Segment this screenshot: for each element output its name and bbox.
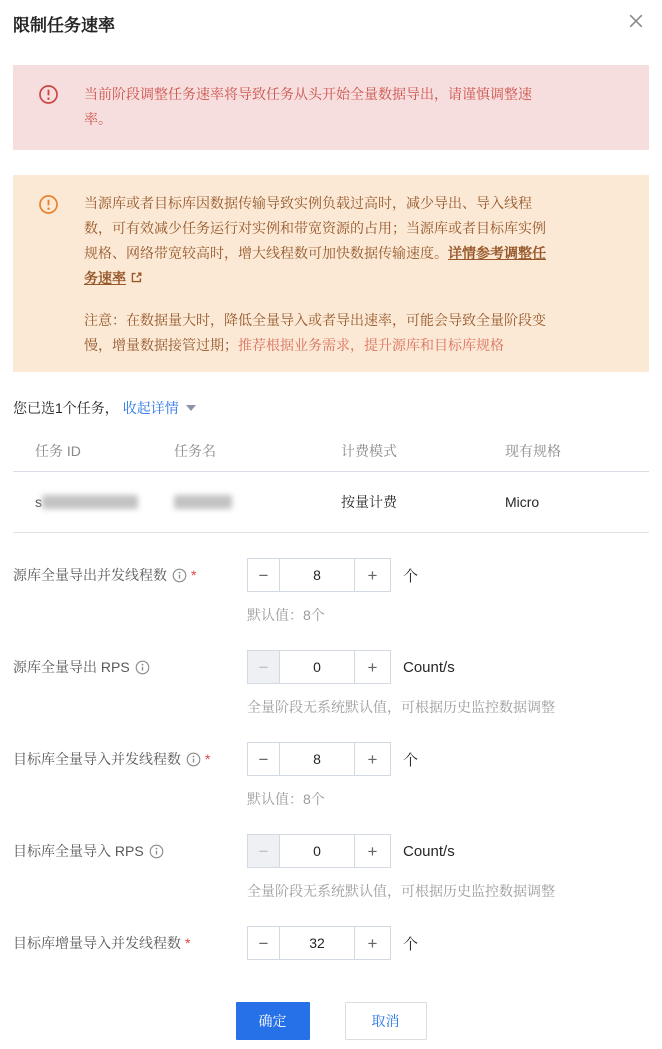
cancel-button[interactable]: 取消 — [345, 1002, 427, 1040]
required-asterisk: * — [185, 935, 191, 951]
close-icon — [627, 12, 645, 33]
task-table — [13, 430, 649, 533]
number-stepper — [247, 558, 418, 592]
collapse-details-link[interactable]: 收起详情 — [122, 400, 179, 416]
col-header-spec: 现有规格 — [505, 442, 561, 459]
stepper-unit: 个 — [403, 567, 419, 585]
task-id-redacted — [42, 495, 138, 509]
col-header-task-id: 任务 ID — [35, 442, 81, 459]
stepper-unit: Count/s — [403, 658, 455, 676]
number-stepper — [247, 834, 455, 868]
form-field-row — [13, 558, 649, 650]
error-alert — [13, 65, 649, 150]
stepper-input[interactable] — [279, 926, 355, 960]
form — [13, 558, 649, 970]
stepper-minus-button[interactable]: − — [247, 558, 280, 592]
form-field-row — [13, 834, 649, 926]
warning-icon — [38, 194, 59, 372]
field-label-wrap — [13, 926, 190, 960]
info-icon[interactable] — [186, 752, 201, 767]
field-label: 目标库全量导入 RPS — [13, 843, 144, 859]
selection-count-text: 您已选1个任务， — [13, 400, 119, 416]
task-id-cell: s — [35, 494, 174, 510]
stepper-plus-button[interactable]: + — [354, 926, 391, 960]
warning-alert — [13, 175, 649, 372]
stepper-unit: Count/s — [403, 842, 455, 860]
task-name-redacted — [174, 495, 232, 509]
warning-body: 当源库或者目标库因数据传输导致实例负载过高时，减少导出、导入线程数，可有效减少任务运行对实例和带宽资源的占用；当源库或者目标库实例规格、网络带宽较高时，增大线程数可加快数据传输速度。详情参考调整任务速率 — [84, 191, 550, 292]
stepper-input[interactable] — [279, 650, 355, 684]
col-header-billing-mode: 计费模式 — [341, 442, 397, 459]
number-stepper — [247, 926, 418, 960]
stepper-input[interactable] — [279, 558, 355, 592]
form-field-row — [13, 926, 649, 970]
warning-note-highlight: 推荐根据业务需求，提升源库和目标库规格 — [238, 337, 504, 353]
external-link-icon — [130, 267, 143, 292]
field-hint: 默认值：8个 — [247, 607, 325, 623]
error-alert-text: 当前阶段调整任务速率将导致任务从头开始全量数据导出，请谨慎调整速率。 — [84, 86, 532, 127]
stepper-minus-button: − — [247, 650, 280, 684]
footer — [0, 1002, 662, 1040]
field-label: 目标库全量导入并发线程数 — [13, 751, 181, 767]
col-header-task-name: 任务名 — [174, 442, 216, 459]
close-button[interactable] — [625, 11, 647, 33]
confirm-button[interactable]: 确定 — [236, 1002, 310, 1040]
required-asterisk: * — [205, 751, 211, 767]
selection-summary — [13, 398, 196, 418]
field-label: 目标库增量导入并发线程数 — [13, 935, 181, 951]
stepper-plus-button[interactable]: + — [354, 742, 391, 776]
field-label: 源库全量导出并发线程数 — [13, 567, 167, 583]
field-label-wrap — [13, 650, 150, 684]
stepper-input[interactable] — [279, 742, 355, 776]
info-icon[interactable] — [172, 568, 187, 583]
field-hint: 全量阶段无系统默认值，可根据历史监控数据调整 — [247, 699, 555, 715]
form-field-row — [13, 650, 649, 742]
required-asterisk: * — [191, 567, 197, 583]
field-hint: 默认值：8个 — [247, 791, 325, 807]
stepper-plus-button[interactable]: + — [354, 834, 391, 868]
table-row — [13, 472, 649, 533]
page-title: 限制任务速率 — [13, 16, 115, 35]
adjust-rate-doc-link[interactable]: 详情参考调整任务速率 — [84, 245, 546, 286]
stepper-unit: 个 — [403, 935, 419, 953]
field-hint: 全量阶段无系统默认值，可根据历史监控数据调整 — [247, 883, 555, 899]
stepper-unit: 个 — [403, 751, 419, 769]
stepper-input[interactable] — [279, 834, 355, 868]
field-label: 源库全量导出 RPS — [13, 659, 130, 675]
number-stepper — [247, 742, 418, 776]
info-icon[interactable] — [149, 844, 164, 859]
field-label-wrap — [13, 558, 196, 592]
error-icon — [38, 84, 59, 150]
stepper-plus-button[interactable]: + — [354, 650, 391, 684]
stepper-minus-button[interactable]: − — [247, 742, 280, 776]
chevron-down-icon — [186, 405, 196, 411]
table-header-row — [13, 430, 649, 472]
spec-cell: Micro — [505, 494, 540, 510]
field-label-wrap — [13, 834, 164, 868]
form-field-row — [13, 742, 649, 834]
number-stepper — [247, 650, 455, 684]
warning-note: 注意：在数据量大时，降低全量导入或者导出速率，可能会导致全量阶段变慢，增量数据接管过期；推荐根据业务需求，提升源库和目标库规格 — [84, 312, 546, 353]
field-label-wrap — [13, 742, 210, 776]
billing-mode-cell: 按量计费 — [341, 494, 397, 510]
task-name-cell — [174, 495, 341, 509]
warning-alert-text — [84, 175, 550, 372]
stepper-minus-button: − — [247, 834, 280, 868]
stepper-plus-button[interactable]: + — [354, 558, 391, 592]
info-icon[interactable] — [135, 660, 150, 675]
stepper-minus-button[interactable]: − — [247, 926, 280, 960]
